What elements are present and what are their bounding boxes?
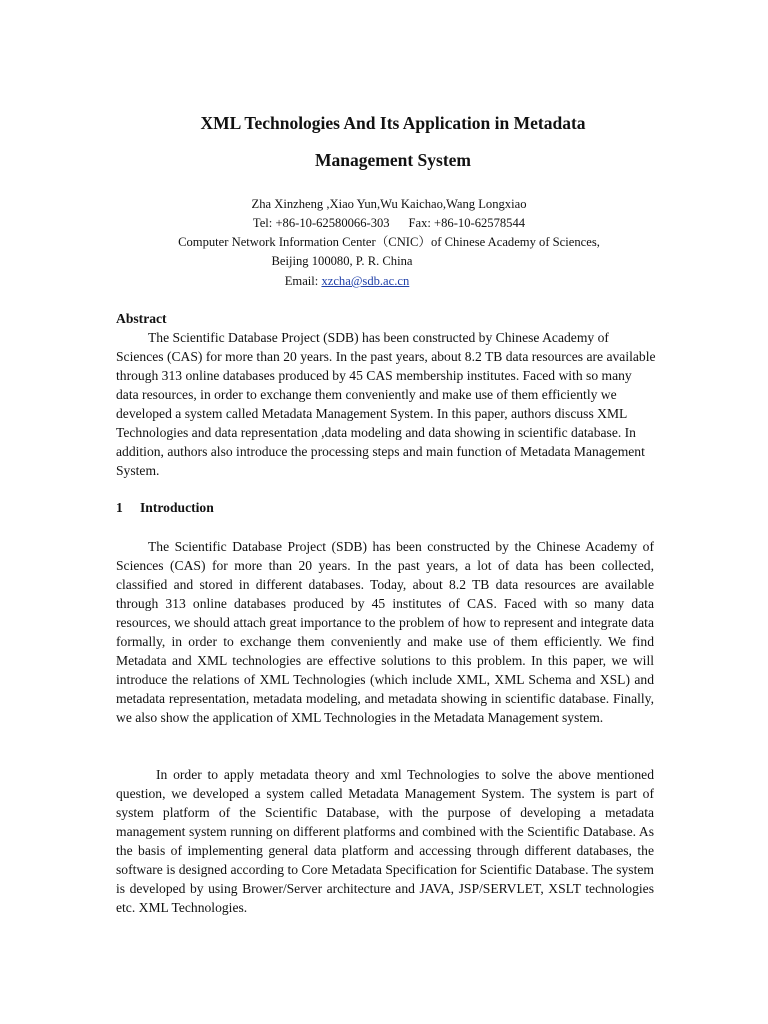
contact-phone-fax: Tel: +86-10-62580066-303 Fax: +86-10-62578544 [252, 216, 526, 230]
section-title: Introduction [140, 500, 214, 515]
paper-title-line-2: Management System [314, 150, 471, 170]
email-label: Email: [284, 274, 322, 288]
abstract-heading: Abstract [116, 311, 167, 326]
introduction-paragraph-1: The Scientific Database Project (SDB) has been constructed by the Chinese Academy of Sciences (CAS) for more than 20 years. In the past years, a lot of data has been collected, classified and stored in different databases. Today, about 8.2 TB data resources are available through 313 online databases produced by 45 institutes of CAS. Faced with so many data resources, we should attach great importance to the problem of how to represent and integrate data formally, in order to exchange them conveniently and make use of them efficiently. We find Metadata and XML technologies are effective solutions to this problem. In this paper, we will introduce the relations of XML Technologies (which include XML, XML Schema and XSL) and metadata representation, metadata modeling, and metadata showing in scientific database. Finally, we also show the application of XML Technologies in the Metadata Management system. [116, 539, 654, 725]
affiliation: Computer Network Information Center（CNIC）of Chinese Academy of Sciences, [178, 235, 600, 249]
paper-title-line-1: XML Technologies And Its Application in Metadata [200, 113, 586, 133]
author-list: Zha Xinzheng ,Xiao Yun,Wu Kaichao,Wang Longxiao [251, 197, 527, 211]
affiliation-city: Beijing 100080, P. R. China [271, 254, 413, 268]
section-heading-introduction [116, 499, 214, 517]
introduction-paragraph-2: In order to apply metadata theory and xml Technologies to solve the above mentioned question, we developed a system called Metadata Management System. The system is part of system platform of the Scientific Database, with the purpose of developing a metadata management system running on different platforms and combined with the Scientific Database. As the basis of implementing general data platform and accessing through different databases, the software is designed according to Core Metadata Specification for Scientific Database. The system is developed by using Brower/Server architecture and JAVA, JSP/SERVLET, XSLT technologies etc. XML Technologies. [116, 767, 654, 915]
email-link[interactable]: xzcha@sdb.ac.cn [321, 274, 410, 288]
contact-email-line [0, 273, 694, 289]
section-number: 1 [116, 500, 123, 515]
abstract-body: The Scientific Database Project (SDB) has been constructed by Chinese Academy of Sciences (CAS) for more than 20 years. In the past years, about 8.2 TB data resources are available through 313 online databases produced by 45 CAS membership institutes. Faced with so many data resources, in order to exchange them conveniently and make use of them efficiently we developed a system called Metadata Management System. In this paper, authors discuss XML Technologies and data representation ,data modeling and data showing in scientific database. In addition, authors also introduce the processing steps and main function of Metadata Management System. [116, 330, 656, 478]
